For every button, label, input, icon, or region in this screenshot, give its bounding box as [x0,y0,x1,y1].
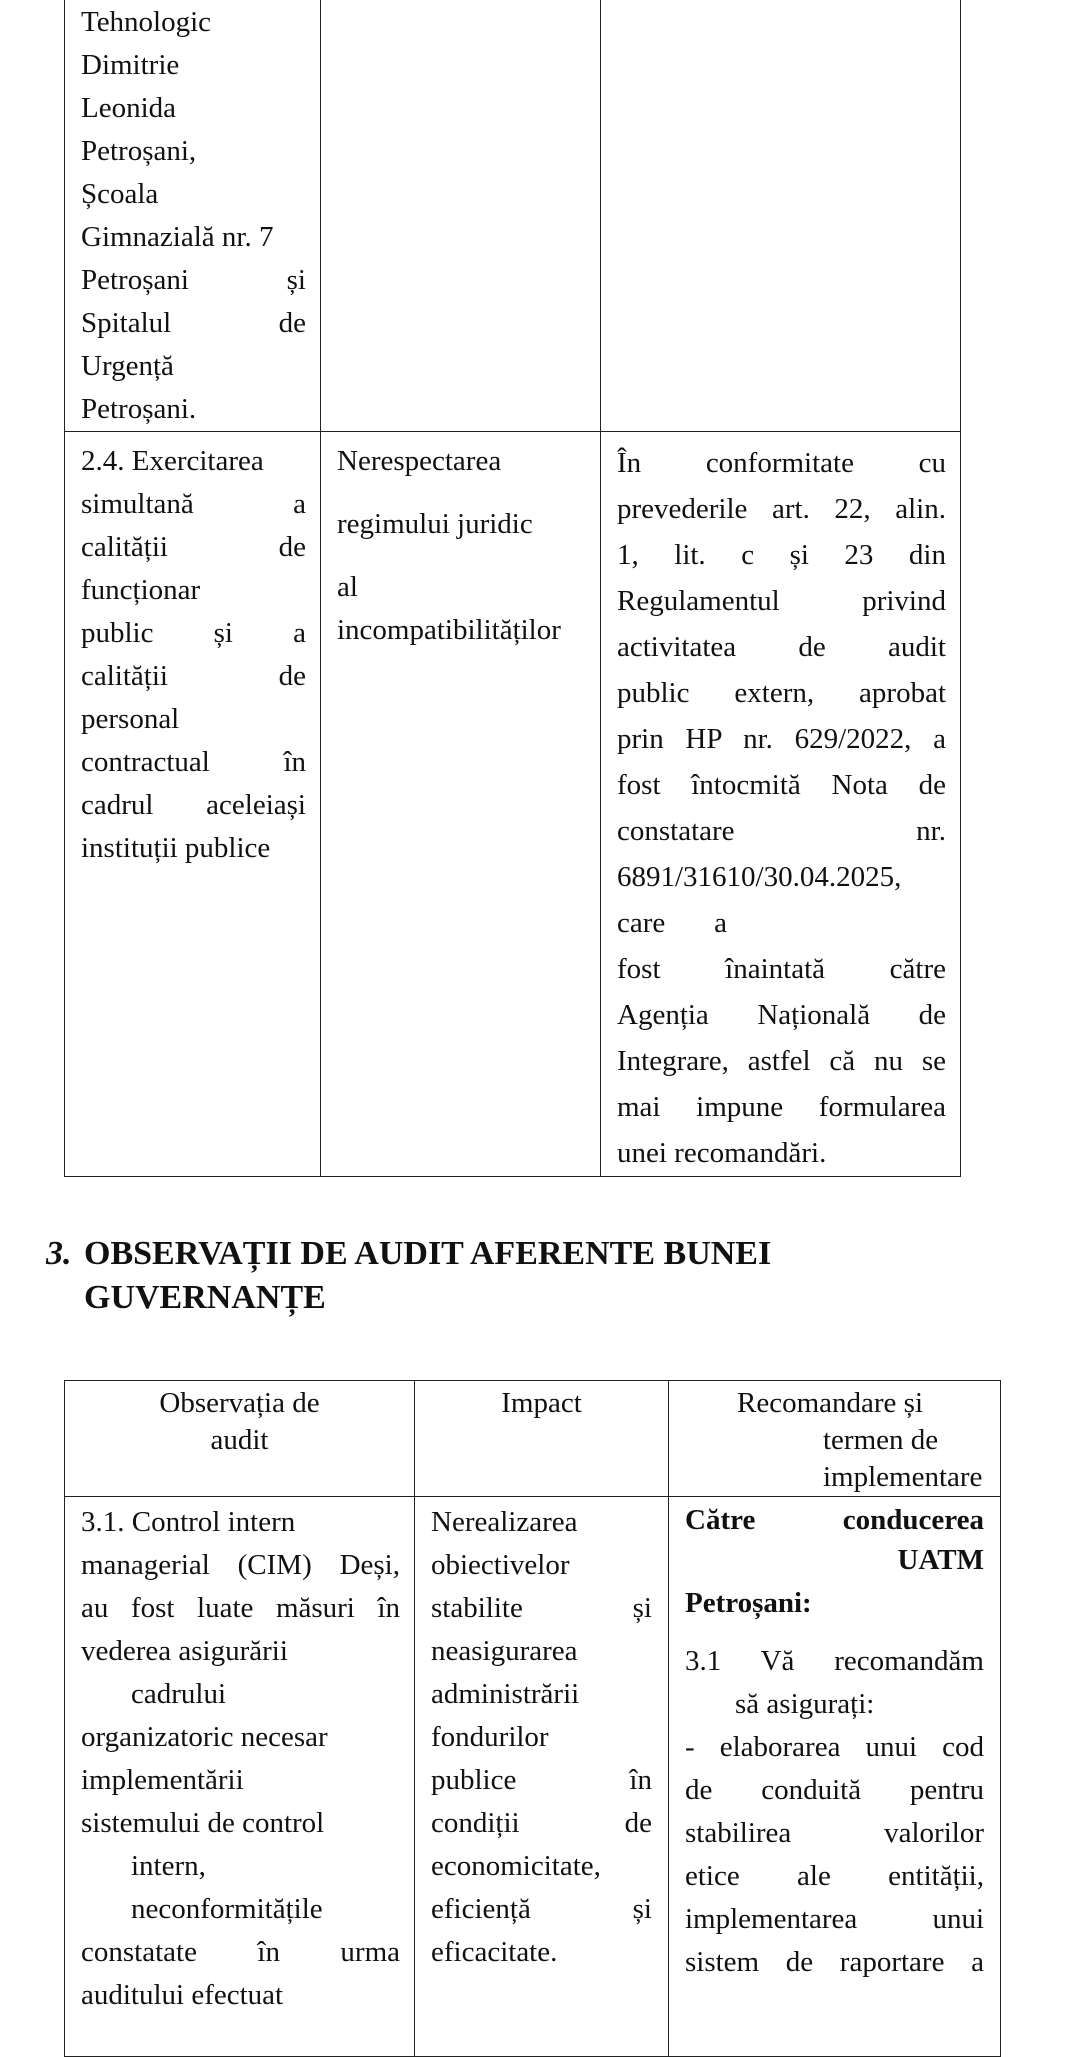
text-line: Gimnazială nr. 7 [81,221,274,253]
recommendation-intro: să asigurați: [735,1688,875,1720]
text-line: funcționar [81,574,201,606]
text-line: implementării [81,1764,244,1796]
text-line: Tehnologic [81,6,212,38]
text-line: unei recomandări. [617,1137,827,1169]
text-line: condiții de [431,1807,652,1839]
impact-line: Nerespectarea [337,445,502,477]
text-line: Școala [81,178,159,210]
recommendation-cell-3-1 [669,1497,1001,2057]
addressee-line: Petroșani: [685,1587,812,1619]
header-impact: Impact [415,1381,669,1497]
text-line: prin HP nr. 629/2022, a [617,723,946,755]
text-line: sistemului de control [81,1807,325,1839]
continued-recommendation-cell [601,0,961,432]
text-line: eficacitate. [431,1936,558,1968]
text-line: stabilite și [431,1592,652,1624]
text-line: 6891/31610/30.04.2025, [617,861,902,893]
text-line: Dimitrie [81,49,180,81]
text-line: Nerealizarea [431,1506,578,1538]
text-line: În conformitate cu [617,447,946,479]
text-line: administrării [431,1678,580,1710]
text-line: Petroșani și [81,264,306,296]
text-line: 3.1. Control intern [81,1506,296,1538]
text-line: implementarea unui [685,1903,984,1935]
impact-line: regimului juridic [337,508,533,540]
text-line: public extern, aprobat [617,677,946,709]
impact-line: al [337,571,358,603]
header-observation: Observația de audit [65,1381,415,1497]
text-line: Regulamentul privind [617,585,946,617]
text-line: Spitalul de [81,307,306,339]
text-line: vederea asigurării [81,1635,288,1667]
impact-cell-3-1 [415,1497,669,2057]
continued-observation-cell [65,0,321,432]
text-line: simultană a [81,488,306,520]
table-row [65,1497,1001,2057]
text-line: care a [617,907,727,939]
text-line: Integrare, astfel că nu se [617,1045,946,1077]
observation-cell-2-4 [65,432,321,1177]
section-number: 3. [46,1235,72,1272]
text-line: obiectivelor [431,1549,570,1581]
table-row [65,432,961,1177]
text-line: auditului efectuat [81,1979,284,2011]
text-line: fost întocmită Nota de [617,769,946,801]
text-line: neconformitățile [131,1893,323,1925]
impact-cell-2-4 [321,432,601,1177]
text-line: personal [81,703,180,735]
header-recommendation: Recomandare și termen de implementare [669,1381,1001,1497]
text-line: cadrului [131,1678,227,1710]
text-line: publice în [431,1764,652,1796]
recommendation-intro: 3.1 Vă recomandăm [685,1645,984,1677]
text-line: prevederile art. 22, alin. [617,493,946,525]
addressee-line: UATM [897,1544,984,1576]
text-line: managerial (CIM) Deși, [81,1549,400,1581]
text-line: activitatea de audit [617,631,946,663]
text-line: Leonida [81,92,177,124]
text-line: au fost luate măsuri în [81,1592,400,1624]
text-line: calității de [81,660,306,692]
text-line: intern, [131,1850,206,1882]
observation-cell-3-1 [65,1497,415,2057]
text-line: fondurilor [431,1721,549,1753]
text-line: constatate în urma [81,1936,400,1968]
text-line: constatare nr. [617,815,946,847]
table-header-row [65,1381,1001,1497]
text-line: economicitate, [431,1850,601,1882]
text-line: organizatoric necesar [81,1721,328,1753]
text-line: Agenția Națională de [617,999,946,1031]
text-line: public și a [81,617,306,649]
text-line: - elaborarea unui cod [685,1731,984,1763]
text-line: sistem de raportare a [685,1946,984,1978]
findings-table-continued [64,0,961,1177]
text-line: stabilirea valorilor [685,1817,984,1849]
text-line: etice ale entității, [685,1860,984,1892]
text-line: de conduită pentru [685,1774,984,1806]
text-line: mai impune formularea [617,1091,946,1123]
text-line: calității de [81,531,306,563]
table-row [65,0,961,432]
text-line: Petroșani. [81,393,197,425]
text-line: instituții publice [81,832,271,864]
text-line: Petroșani, [81,135,197,167]
text-line: fost înaintată către [617,953,946,985]
governance-findings-table [64,1380,1001,2057]
section-title-line-2: GUVERNANȚE [84,1279,326,1316]
text-line: 2.4. Exercitarea [81,445,264,477]
text-line: cadrul aceleiași [81,789,306,821]
impact-line: incompatibilităților [337,614,561,646]
text-line: contractual în [81,746,306,778]
section-title-line-1: OBSERVAȚII DE AUDIT AFERENTE BUNEI [84,1235,772,1272]
text-line: neasigurarea [431,1635,578,1667]
text-line: Urgență [81,350,174,382]
text-line: 1, lit. c și 23 din [617,539,946,571]
continued-impact-cell [321,0,601,432]
recommendation-cell-2-4 [601,432,961,1177]
addressee-line: Către conducerea [685,1504,984,1536]
text-line: eficiență și [431,1893,652,1925]
